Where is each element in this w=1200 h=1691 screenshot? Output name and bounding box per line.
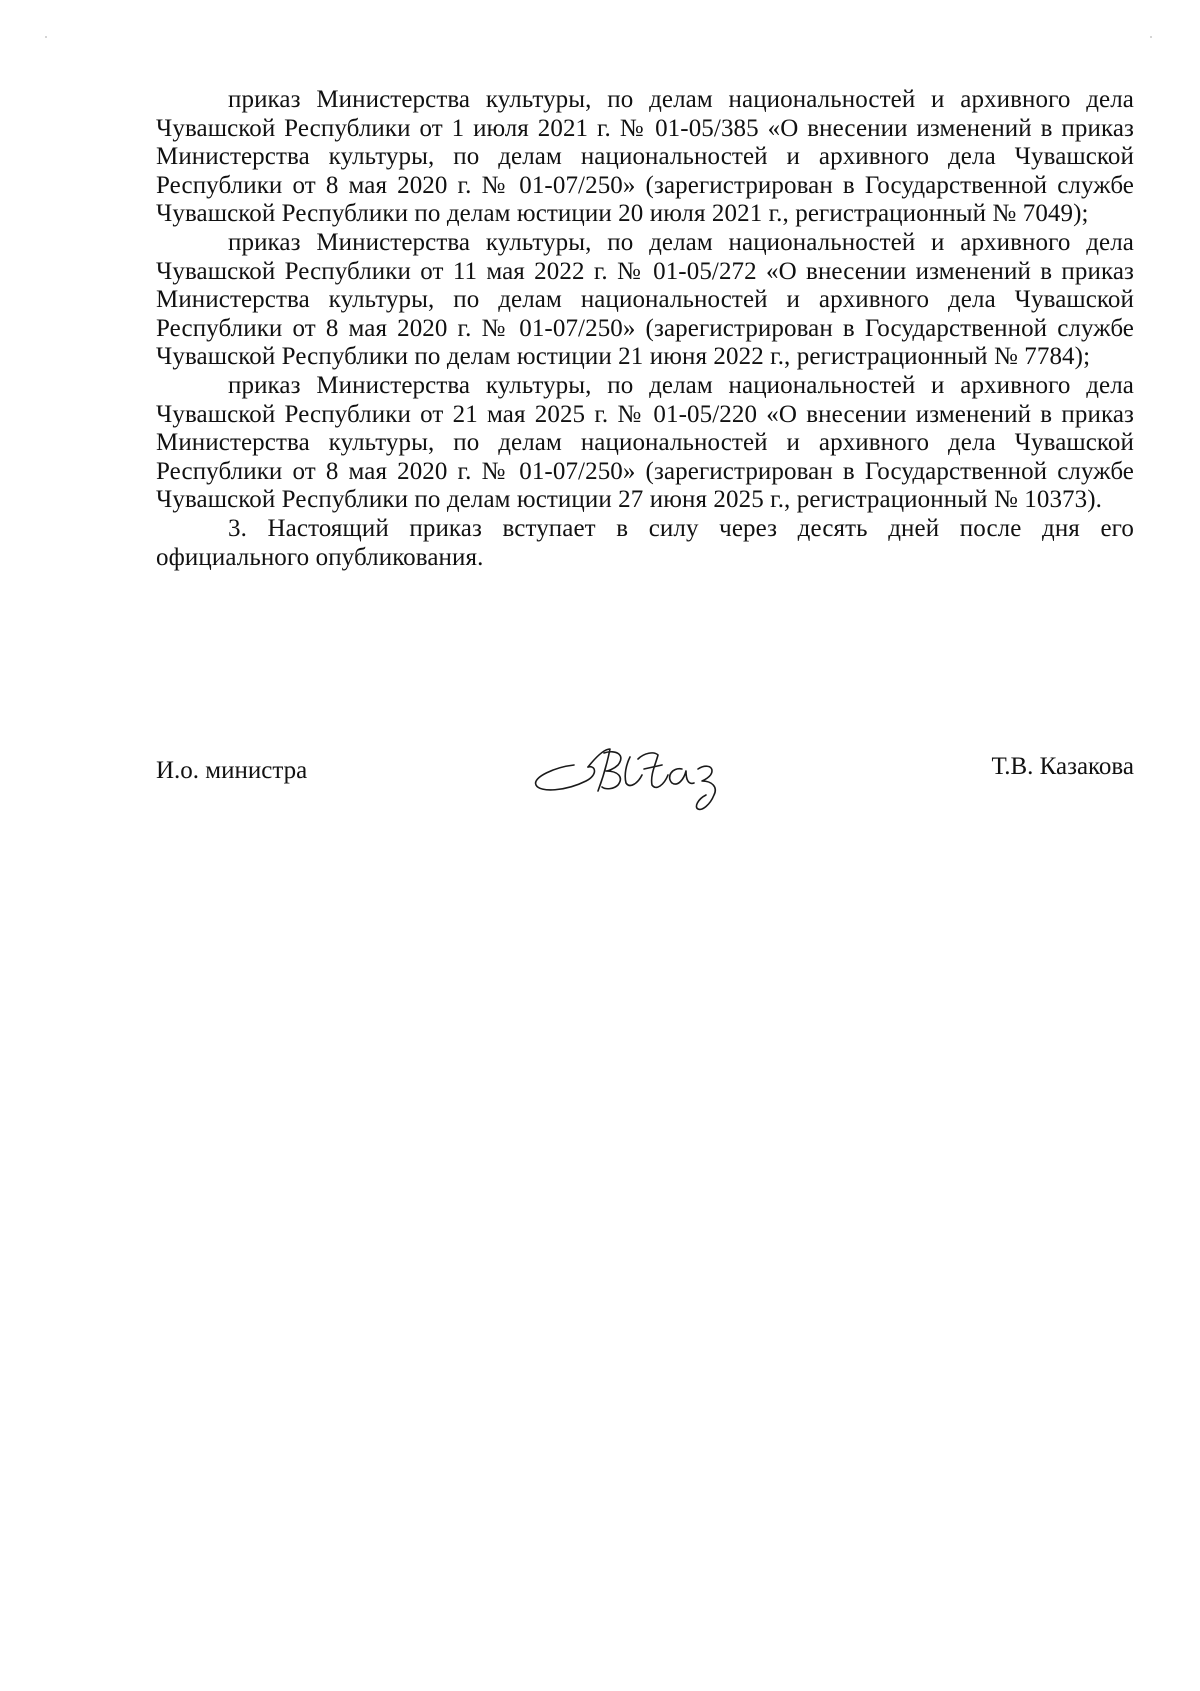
signature-block: [156, 745, 1134, 835]
paragraph-order-2021: приказ Министерства культуры, по делам национальностей и архивного дела Чувашской Республики от 1 июля 2021 г. № 01-05/385 «О внесении изменений в приказ Министерства культуры, по делам национальностей и архивного дела Чувашской Республики от 8 мая 2020 г. № 01-07/250» (зарегистрирован в Государственной службе Чувашской Республики по делам юстиции 20 июля 2021 г., регистрационный № 7049);: [156, 86, 1134, 228]
scan-speck: [45, 36, 47, 38]
signatory-name: Т.В. Казакова: [991, 753, 1134, 780]
signatory-position: И.о. министра: [156, 757, 308, 784]
scan-speck: [1150, 36, 1152, 38]
paragraph-order-2022: приказ Министерства культуры, по делам национальностей и архивного дела Чувашской Республики от 11 мая 2022 г. № 01-05/272 «О внесении изменений в приказ Министерства культуры, по делам национальностей и архивного дела Чувашской Республики от 8 мая 2020 г. № 01-07/250» (зарегистрирован в Государственной службе Чувашской Республики по делам юстиции 21 июня 2022 г., регистрационный № 7784);: [156, 228, 1134, 371]
handwritten-signature: [526, 735, 746, 825]
paragraph-order-2025: приказ Министерства культуры, по делам национальностей и архивного дела Чувашской Республики от 21 мая 2025 г. № 01-05/220 «О внесении изменений в приказ Министерства культуры, по делам национальностей и архивного дела Чувашской Республики от 8 мая 2020 г. № 01-07/250» (зарегистрирован в Государственной службе Чувашской Республики по делам юстиции 27 июня 2025 г., регистрационный № 10373).: [156, 371, 1134, 514]
paragraph-effective-date: 3. Настоящий приказ вступает в силу через десять дней после дня его официального опубликования.: [156, 514, 1134, 571]
document-body: [156, 86, 1134, 572]
